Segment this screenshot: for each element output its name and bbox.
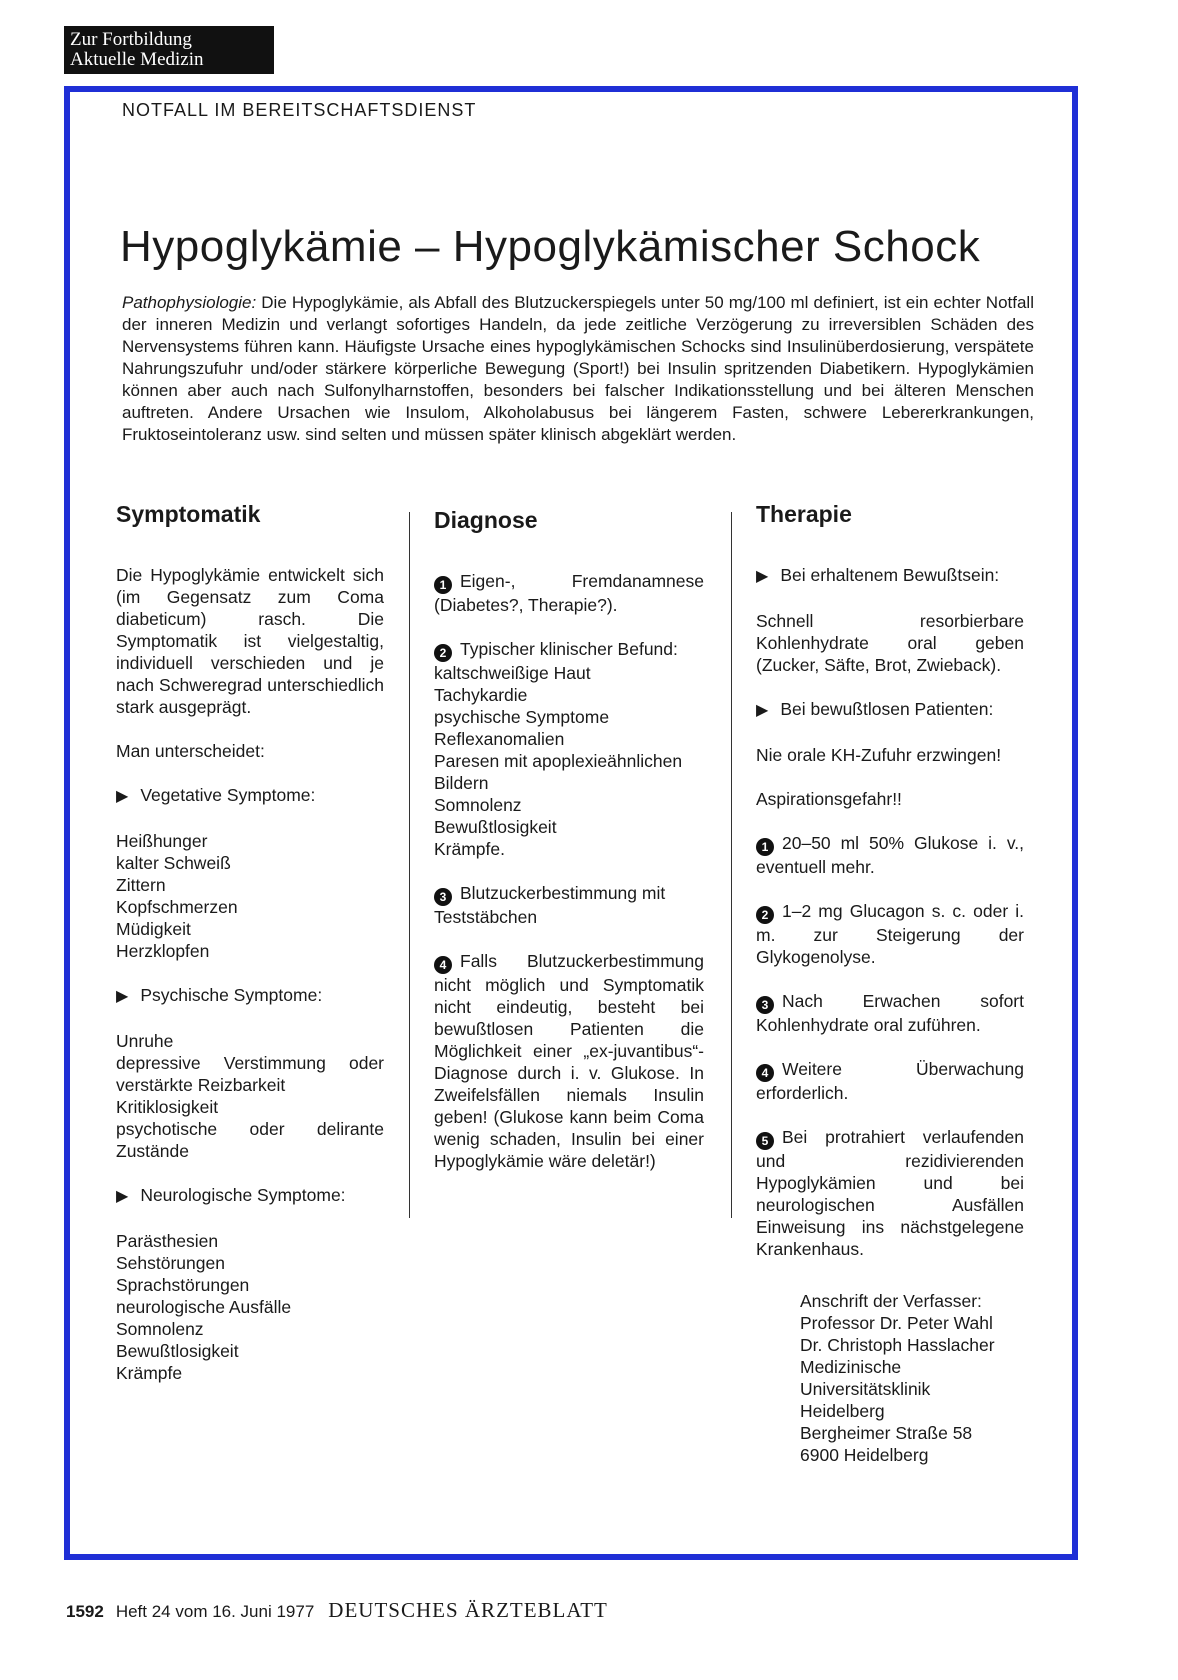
conscious-text: Schnell resorbierbare Kohlenhydrate oral geben (Zucker, Säfte, Brot, Zwieback).: [756, 611, 1024, 675]
list-item: Krämpfe.: [434, 839, 505, 859]
list-item: Reflexanomalien: [434, 729, 565, 749]
list-item: Bewußtlosigkeit: [434, 817, 557, 837]
list-item: Paresen mit apoplexieähnlichen Bildern: [434, 751, 683, 793]
intro-label: Pathophysiologie:: [122, 293, 257, 312]
list-item: Sprachstörungen: [116, 1275, 250, 1295]
diagnose-item-2: 2 Typischer klinischer Befund: kaltschweißige Haut Tachykardie psychische Symptome Reflexanomalien Paresen mit apoplexieähnlichen Bildern Somnolenz Bewußtlosigkeit Krämpfe.: [434, 638, 704, 860]
list-item: Heißhunger: [116, 831, 208, 851]
intro-paragraph: [122, 292, 1034, 446]
arrow-right-icon: ▶: [116, 988, 129, 1005]
number-3-icon: 3: [434, 888, 452, 906]
list-item: Müdigkeit: [116, 919, 191, 939]
number-3-icon: 3: [756, 996, 774, 1014]
column-divider: [731, 512, 732, 1218]
diagnose-item-3: 3 Blutzuckerbestimmung mit Teststäbchen: [434, 883, 666, 927]
diagnose-item-4: 4 Falls Blutzuckerbestimmung nicht möglich und Symptomatik nicht eindeutig, besteht bei bewußtlosen Patienten die Möglichkeit einer „ex-juvantibus“-Diagnose durch i. v. Glukose. In Zweifelsfällen niemals Insulin geben! (Glukose kann beim Coma wenig schaden, Insulin bei einer Hypoglykämie wäre deletär!): [434, 951, 704, 1171]
number-4-icon: 4: [434, 956, 452, 974]
neuro-heading: ▶ Neurologische Symptome:: [116, 1185, 346, 1205]
list-item: Sehstörungen: [116, 1253, 225, 1273]
therapie-item-2: 2 1–2 mg Glucagon s. c. oder i. m. zur Steigerung der Glykogenolyse.: [756, 901, 1024, 967]
list-item: Zittern: [116, 875, 166, 895]
psychic-heading: ▶ Psychische Symptome:: [116, 985, 323, 1005]
therapie-column: [756, 500, 1024, 1466]
list-item: kaltschweißige Haut: [434, 663, 591, 683]
list-item: Herzklopfen: [116, 941, 210, 961]
vegetative-heading: ▶ Vegetative Symptome:: [116, 785, 316, 805]
arrow-right-icon: ▶: [116, 788, 129, 805]
list-item: Kopfschmerzen: [116, 897, 238, 917]
list-item: neurologische Ausfälle: [116, 1297, 292, 1317]
author-address: [756, 1290, 1024, 1466]
list-item: Parästhesien: [116, 1231, 219, 1251]
list-item: depressive Verstimmung oder verstärkte Reizbarkeit: [116, 1053, 384, 1095]
list-item: Bewußtlosigkeit: [116, 1341, 239, 1361]
address-line: Anschrift der Verfasser:: [800, 1291, 982, 1311]
distinguish-label: Man unterscheidet:: [116, 741, 265, 761]
number-4-icon: 4: [756, 1064, 774, 1082]
article-title: Hypoglykämie – Hypoglykämischer Schock: [120, 222, 981, 271]
diagnose-column: [434, 506, 704, 1194]
section-tag-line2: Aktuelle Medizin: [70, 49, 204, 70]
list-item: Tachykardie: [434, 685, 528, 705]
number-1-icon: 1: [434, 576, 452, 594]
list-item: psychotische oder delirante Zustände: [116, 1119, 384, 1161]
therapie-heading: Therapie: [756, 501, 852, 527]
diagnose-heading: Diagnose: [434, 507, 538, 533]
neuro-list: [116, 1230, 384, 1384]
therapie-item-3: 3 Nach Erwachen sofort Kohlenhydrate oral zuführen.: [756, 991, 1024, 1035]
number-2-icon: 2: [434, 644, 452, 662]
arrow-right-icon: ▶: [756, 702, 769, 719]
address-line: Bergheimer Straße 58: [800, 1423, 973, 1443]
number-5-icon: 5: [756, 1132, 774, 1150]
address-line: Medizinische: [800, 1357, 902, 1377]
diagnose-item-1: 1 Eigen-, Fremdanamnese (Diabetes?, Therapie?).: [434, 571, 704, 615]
list-item: kalter Schweiß: [116, 853, 231, 873]
unconscious-heading: ▶ Bei bewußtlosen Patienten:: [756, 699, 994, 719]
intro-text: Die Hypoglykämie, als Abfall des Blutzuckerspiegels unter 50 mg/100 ml definiert, ist ein echter Notfall der inneren Medizin und verlangt sofortiges Handeln, da jede zeitliche Verzögerung zu irreversiblen Schäden des Nervensystems führen kann. Häufigste Ursache eines hypoglykämischen Schocks sind Insulinüberdosierung, verspätete Nahrungszufuhr und/oder stärkere körperliche Bewegung (Sport!) bei Insulin spritzenden Diabetikern. Hypoglykämien können aber auch nach Sulfonylharnstoffen, besonders bei falscher Indikationsstellung und bei älteren Menschen auftreten. Andere Ursachen wie Insulom, Alkoholabusus bei längerem Fasten, schwere Lebererkrankungen, Fruktoseintoleranz usw. sind selten und müssen später klinisch abgeklärt werden.: [122, 293, 1034, 444]
list-item: Krämpfe: [116, 1363, 183, 1383]
address-line: 6900 Heidelberg: [800, 1445, 929, 1465]
address-line: Dr. Christoph Hasslacher: [800, 1335, 995, 1355]
address-line: Heidelberg: [800, 1401, 885, 1421]
page-footer: [66, 1598, 608, 1623]
section-tag-line1: Zur Fortbildung: [70, 29, 192, 50]
symptomatik-column: [116, 500, 384, 1406]
address-line: Universitätsklinik: [800, 1379, 931, 1399]
list-item: Somnolenz: [116, 1319, 204, 1339]
arrow-right-icon: ▶: [756, 568, 769, 585]
number-1-icon: 1: [756, 838, 774, 856]
list-item: Somnolenz: [434, 795, 522, 815]
therapie-item-1: 1 20–50 ml 50% Glukose i. v., eventuell mehr.: [756, 833, 1024, 877]
therapie-item-5: 5 Bei protrahiert verlaufenden und rezidivierenden Hypoglykämien und bei neurologischen Ausfällen Einweisung ins nächstgelegene Krankenhaus.: [756, 1127, 1024, 1259]
list-item: Unruhe: [116, 1031, 174, 1051]
aspiration-warning: Aspirationsgefahr!!: [756, 789, 902, 809]
number-2-icon: 2: [756, 906, 774, 924]
symptomatik-heading: Symptomatik: [116, 501, 261, 527]
issue-info: Heft 24 vom 16. Juni 1977: [115, 1602, 315, 1621]
vegetative-list: [116, 830, 384, 962]
arrow-right-icon: ▶: [116, 1188, 129, 1205]
symptomatik-intro: Die Hypoglykämie entwickelt sich (im Gegensatz zum Coma diabeticum) rasch. Die Symptomatik ist vielgestaltig, individuell verschieden und je nach Schweregrad unterschiedlich stark ausgeprägt.: [116, 565, 384, 717]
conscious-heading: ▶ Bei erhaltenem Bewußtsein:: [756, 565, 1000, 585]
column-divider: [409, 512, 410, 1218]
psychic-list: [116, 1030, 384, 1162]
unconscious-text: Nie orale KH-Zufuhr erzwingen!: [756, 745, 1002, 765]
journal-name: DEUTSCHES ÄRZTEBLATT: [328, 1598, 608, 1622]
address-line: Professor Dr. Peter Wahl: [800, 1313, 993, 1333]
therapie-item-4: 4 Weitere Überwachung erforderlich.: [756, 1059, 1024, 1103]
kicker: NOTFALL IM BEREITSCHAFTSDIENST: [122, 100, 477, 120]
section-tag: [64, 26, 274, 74]
list-item: Kritiklosigkeit: [116, 1097, 219, 1117]
list-item: psychische Symptome: [434, 707, 610, 727]
page-number: 1592: [66, 1602, 104, 1621]
